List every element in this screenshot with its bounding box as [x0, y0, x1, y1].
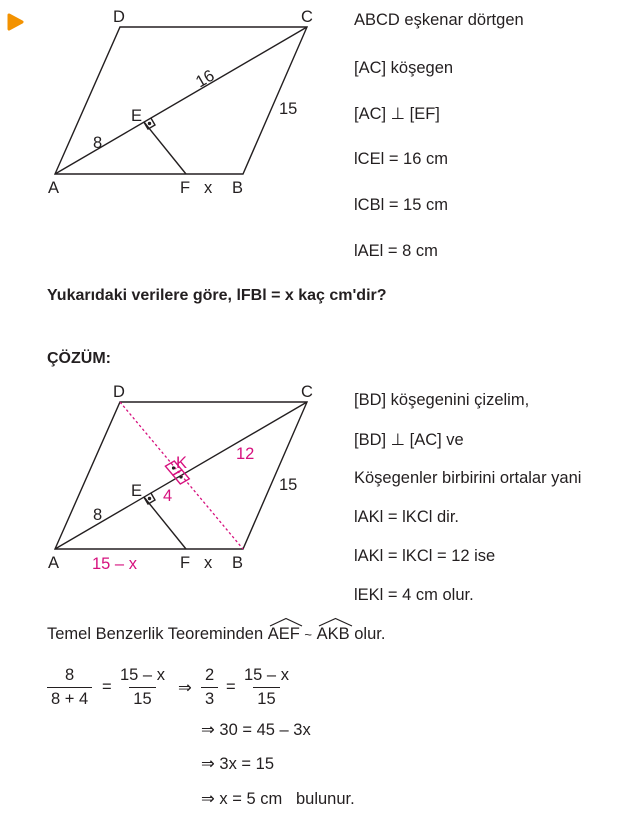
rhombus-figure-2 [0, 375, 345, 580]
label-d: D [113, 8, 125, 26]
fraction-4-num: 15 – x [244, 666, 289, 684]
fraction-3 [201, 666, 218, 709]
label-cb-length: 15 [279, 476, 298, 494]
triangle-akb [317, 625, 350, 644]
step-1: ⇒ 3x = 15 [201, 755, 274, 773]
step-2: ⇒ x = 5 cm bulunur. [201, 790, 355, 808]
fraction-2-den: 15 [129, 687, 155, 709]
fraction-3-num: 2 [205, 666, 215, 684]
given-5: lAEl = 8 cm [354, 242, 438, 260]
label-c: C [301, 8, 313, 26]
label-k: K [176, 454, 188, 472]
solution-step-5: lEKl = 4 cm olur. [354, 586, 474, 604]
equals-1: = [102, 678, 112, 696]
solution-step-4: lAKl = lKCl = 12 ise [354, 547, 496, 565]
fraction-4 [240, 666, 293, 709]
given-2: [AC] ⊥ [EF] [354, 105, 440, 123]
right-angle-dot-k2 [172, 466, 175, 469]
label-f: F [180, 554, 191, 572]
triangle-akb-label: AKB [316, 625, 350, 643]
arc-aef-icon [268, 617, 304, 627]
fraction-4-den: 15 [253, 687, 279, 709]
solution-step-3: lAKl = lKCl dir. [354, 508, 459, 526]
fraction-2 [116, 666, 169, 709]
given-0: ABCD eşkenar dörtgen [354, 11, 524, 29]
given-4: lCBl = 15 cm [354, 196, 448, 214]
solution-heading: ÇÖZÜM: [47, 350, 111, 367]
arc-akb-icon [317, 617, 354, 627]
label-c: C [301, 383, 313, 401]
step-0: ⇒ 30 = 45 – 3x [201, 721, 311, 739]
triangle-aef [268, 625, 300, 644]
theorem-line [47, 625, 385, 644]
right-angle-dot-k1 [179, 475, 182, 478]
label-ae-length: 8 [93, 134, 103, 152]
given-3: lCEl = 16 cm [354, 150, 448, 168]
question-text: Yukarıdaki verilere göre, lFBl = x kaç cm'dir? [47, 287, 387, 304]
label-f: F [180, 179, 191, 197]
implies-arrow: ⇒ [178, 679, 192, 697]
given-1: [AC] köşegen [354, 59, 454, 77]
fraction-1 [47, 666, 92, 709]
rhombus-figure-1 [0, 0, 345, 205]
label-x: x [204, 179, 213, 197]
label-x: x [204, 554, 213, 572]
fraction-2-num: 15 – x [120, 666, 165, 684]
label-e: E [131, 482, 143, 500]
label-ce-length: 16 [192, 66, 218, 92]
label-b: B [232, 179, 244, 197]
label-d: D [113, 383, 125, 401]
fraction-1-num: 8 [64, 666, 75, 684]
right-angle-dot-e [148, 122, 151, 125]
label-kc-length: 12 [236, 445, 255, 463]
theorem-prefix: Temel Benzerlik Teoreminden [47, 625, 268, 643]
similar-sign: ~ [304, 627, 313, 642]
label-ek-length: 4 [163, 487, 173, 505]
label-a: A [48, 179, 60, 197]
triangle-aef-label: AEF [267, 625, 300, 643]
label-e: E [131, 107, 143, 125]
right-angle-dot-e [148, 497, 151, 500]
solution-step-1: [BD] ⊥ [AC] ve [354, 431, 464, 449]
label-b: B [232, 554, 244, 572]
label-ae-length: 8 [93, 506, 103, 524]
solution-step-2: Köşegenler birbirini ortalar yani [354, 469, 582, 487]
theorem-suffix: olur. [349, 625, 386, 643]
label-af-length: 15 – x [92, 555, 137, 573]
label-a: A [48, 554, 60, 572]
equals-2: = [226, 678, 236, 696]
fraction-3-den: 3 [201, 687, 218, 709]
solution-step-0: [BD] köşegenini çizelim, [354, 391, 530, 409]
label-cb-length: 15 [279, 100, 298, 118]
segment-ef [144, 122, 186, 174]
fraction-1-den: 8 + 4 [47, 687, 92, 709]
